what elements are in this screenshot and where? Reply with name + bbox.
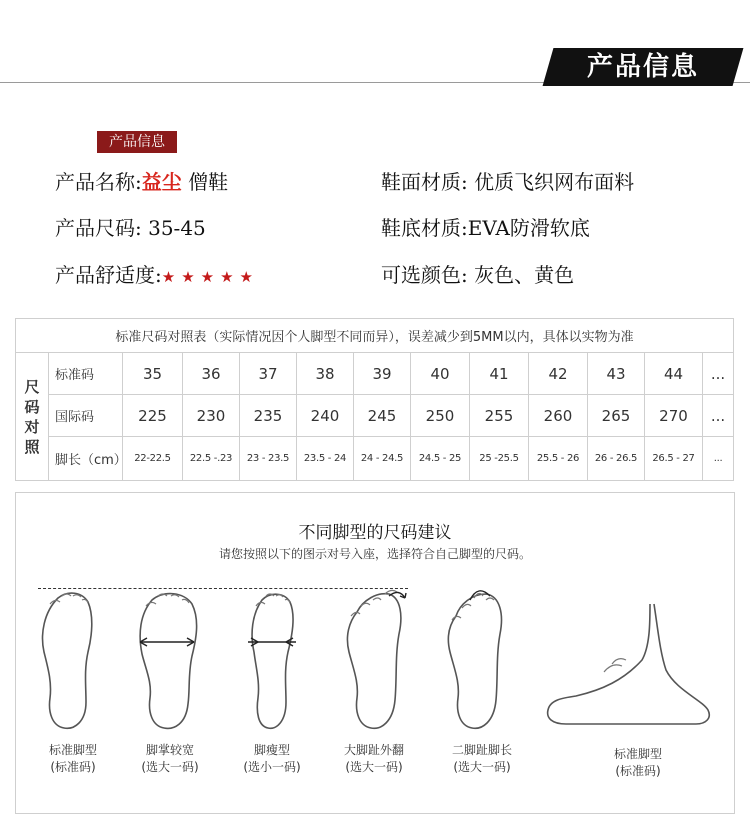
sole-material-value: EVA防滑软底: [467, 216, 590, 240]
product-name-label: 产品名称:: [55, 170, 142, 194]
foot-size-advice: (选大一码): [345, 760, 403, 774]
foot-label-wide: [128, 742, 212, 776]
size-cell: 230: [183, 395, 240, 437]
size-cell: 40: [411, 353, 470, 395]
size-cell: 38: [297, 353, 354, 395]
header-title: 产品信息: [586, 52, 699, 82]
side-char: 尺: [24, 377, 40, 396]
bunion-foot-icon: [343, 586, 409, 732]
foot-type-name: 二脚趾脚长: [451, 743, 512, 757]
row-label-foot-length: 脚长（cm）: [49, 437, 123, 481]
product-size-label: 产品尺码:: [55, 216, 142, 240]
size-cell: 23.5 - 24: [297, 437, 354, 481]
product-size-row: [55, 212, 206, 241]
size-cell: 22-22.5: [123, 437, 183, 481]
foot-label-bunion: [328, 742, 420, 776]
size-cell: 39: [354, 353, 411, 395]
product-size-value: 35-45: [148, 216, 206, 240]
brand-name: 益尘: [141, 170, 182, 194]
size-cell: 25.5 - 26: [529, 437, 588, 481]
size-cell: ...: [703, 437, 734, 481]
product-comfort-label: 产品舒适度:: [55, 263, 162, 287]
sole-material-label: 鞋底材质:: [381, 216, 468, 240]
upper-material-row: [381, 166, 634, 195]
size-cell: 37: [240, 353, 297, 395]
size-cell: 41: [470, 353, 529, 395]
foot-label-standard: [33, 742, 113, 776]
size-cell: 35: [123, 353, 183, 395]
size-chart-caption: 标准尺码对照表（实际情况因个人脚型不同而异），误差减少到5MM以内，具体以实物为准: [16, 319, 734, 353]
size-cell: 22.5 -.23: [183, 437, 240, 481]
size-cell: 24.5 - 25: [411, 437, 470, 481]
product-comfort-row: [55, 259, 259, 288]
foot-type-name: 脚掌较宽: [145, 743, 194, 757]
size-cell: 36: [183, 353, 240, 395]
size-cell: ...: [703, 395, 734, 437]
foot-type-name: 大脚趾外翻: [343, 743, 404, 757]
size-cell: 26.5 - 27: [645, 437, 703, 481]
size-chart-table: [15, 318, 734, 481]
standard-side-foot-icon: [546, 600, 716, 726]
product-name-row: [55, 166, 228, 195]
size-cell: 260: [529, 395, 588, 437]
size-cell: 43: [588, 353, 645, 395]
foot-size-advice: (标准码): [50, 760, 96, 774]
side-char: 对: [24, 417, 40, 436]
foot-type-name: 脚瘦型: [253, 743, 290, 757]
wide-foot-icon: [134, 590, 202, 732]
size-cell: 25 -25.5: [470, 437, 529, 481]
color-options-label: 可选颜色:: [381, 263, 468, 287]
size-cell: 235: [240, 395, 297, 437]
foot-size-advice: (选大一码): [141, 760, 199, 774]
upper-material-label: 鞋面材质:: [381, 170, 468, 194]
standard-foot-icon: [38, 590, 98, 732]
slim-foot-icon: [244, 590, 300, 732]
size-cell: 245: [354, 395, 411, 437]
size-cell: 270: [645, 395, 703, 437]
side-char: 照: [24, 437, 40, 456]
row-label-international: 国际码: [49, 395, 123, 437]
color-options-value: 灰色、黄色: [474, 263, 575, 287]
comfort-stars-icon: ★★★★★: [161, 268, 259, 286]
size-chart-side-label: [16, 353, 49, 481]
foot-guide-title: 不同脚型的尺码建议: [298, 523, 452, 543]
row-label-standard: 标准码: [49, 353, 123, 395]
size-cell: ...: [703, 353, 734, 395]
foot-label-side-standard: [598, 746, 678, 780]
foot-size-advice: (选大一码): [453, 760, 511, 774]
foot-label-long-second-toe: [438, 742, 526, 776]
size-cell: 265: [588, 395, 645, 437]
size-cell: 255: [470, 395, 529, 437]
product-name-value: 僧鞋: [188, 170, 229, 194]
size-cell: 23 - 23.5: [240, 437, 297, 481]
foot-type-name: 标准脚型: [48, 743, 97, 757]
foot-label-slim: [230, 742, 314, 776]
foot-guide-subtitle: 请您按照以下的图示对号入座，选择符合自己脚型的尺码。: [218, 547, 531, 561]
size-cell: 26 - 26.5: [588, 437, 645, 481]
upper-material-value: 优质飞织网布面料: [474, 170, 635, 194]
foot-type-name: 标准脚型: [613, 747, 662, 761]
size-cell: 24 - 24.5: [354, 437, 411, 481]
long-second-toe-foot-icon: [446, 586, 510, 732]
side-char: 码: [24, 397, 40, 416]
foot-size-advice: (选小一码): [243, 760, 301, 774]
color-options-row: [381, 259, 574, 288]
size-cell: 225: [123, 395, 183, 437]
product-info-badge: 产品信息: [97, 131, 177, 153]
size-cell: 240: [297, 395, 354, 437]
size-cell: 42: [529, 353, 588, 395]
size-cell: 250: [411, 395, 470, 437]
size-cell: 44: [645, 353, 703, 395]
foot-size-advice: (标准码): [615, 764, 661, 778]
sole-material-row: [381, 212, 590, 241]
